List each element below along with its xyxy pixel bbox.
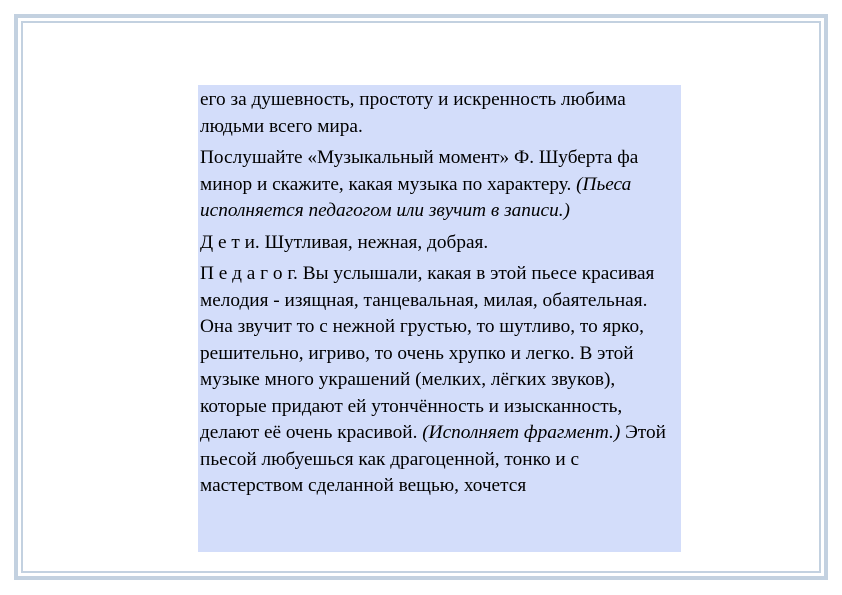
- paragraph-2-stage-direction: (Пьеса исполняется педагогом или звучит в записи.): [200, 173, 632, 221]
- paragraph-3-speaker: Д е т и.: [200, 231, 260, 253]
- paragraph-4-stage-direction: (Исполняет фрагмент.): [422, 422, 621, 443]
- paragraph-4: [200, 261, 677, 500]
- paragraph-1: [200, 87, 677, 140]
- paragraph-2-text: Послушайте «Музыкальный момент» Ф. Шуберта фа минор и скажите, какая музыка по характеру.: [200, 147, 639, 195]
- text-block: [198, 85, 681, 552]
- paragraph-2: [200, 145, 677, 225]
- paragraph-4-text: Вы услышали, какая в этой пьесе красивая мелодия - изящная, танцевальная, милая, обаятельная. Она звучит то с нежной грустью, то шутливо, то ярко, решительно, игриво, то очень хрупко и легко. В этой музыке много украшений (мелких, лёгких звуков), которые придают ей утончённость и изысканность, делают её очень красивой.: [200, 263, 655, 443]
- paragraph-4-tail: Этой пьесой любуешься как драгоценной, тонко и с мастерством сделанной вещью, хочется: [200, 422, 666, 496]
- paragraph-3: [200, 230, 677, 257]
- paragraph-4-speaker: П е д а г о г.: [200, 263, 298, 284]
- paragraph-3-text: Шутливая, нежная, добрая.: [264, 231, 489, 253]
- paragraph-1-text: его за душевность, простоту и искренность любима людьми всего мира.: [200, 89, 626, 137]
